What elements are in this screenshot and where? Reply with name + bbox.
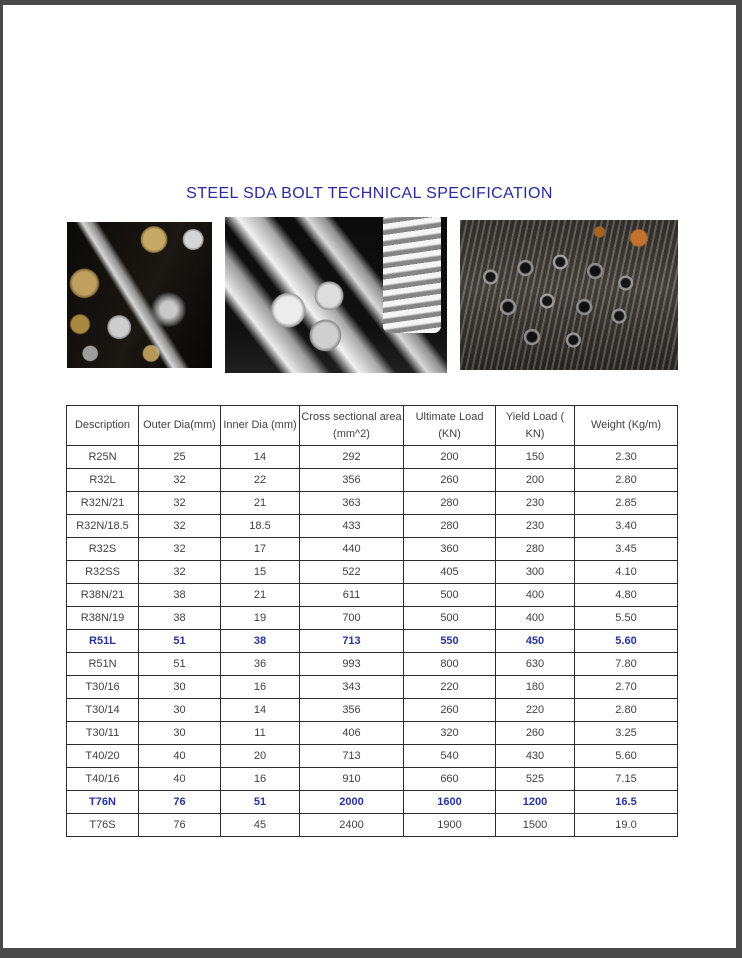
table-cell: 2000	[300, 791, 404, 814]
table-cell: 51	[139, 653, 221, 676]
table-cell: 2400	[300, 814, 404, 837]
table-cell: 30	[139, 676, 221, 699]
table-cell: 15	[221, 561, 300, 584]
table-cell: 2.30	[575, 446, 678, 469]
table-cell: 38	[221, 630, 300, 653]
table-cell: 220	[404, 676, 496, 699]
table-cell: 405	[404, 561, 496, 584]
table-cell: 611	[300, 584, 404, 607]
table-cell: 200	[404, 446, 496, 469]
table-cell: 910	[300, 768, 404, 791]
table-cell: 76	[139, 814, 221, 837]
table-cell: 4.80	[575, 584, 678, 607]
table-row	[67, 538, 678, 561]
table-cell: 3.45	[575, 538, 678, 561]
table-cell: 180	[496, 676, 575, 699]
table-cell: 40	[139, 768, 221, 791]
table-cell: 1900	[404, 814, 496, 837]
table-cell: R25N	[67, 446, 139, 469]
table-cell: 7.15	[575, 768, 678, 791]
table-cell: 51	[221, 791, 300, 814]
table-cell: 660	[404, 768, 496, 791]
table-cell: 993	[300, 653, 404, 676]
column-header-sublabel: (mm^2)	[333, 427, 370, 440]
table-cell: 150	[496, 446, 575, 469]
table-cell: 280	[496, 538, 575, 561]
table-cell: 540	[404, 745, 496, 768]
table-cell: 40	[139, 745, 221, 768]
column-header-label: Description	[74, 419, 131, 432]
header-row	[67, 406, 678, 446]
table-cell: 45	[221, 814, 300, 837]
table-cell: 38	[139, 607, 221, 630]
table-cell: 36	[221, 653, 300, 676]
table-cell: 400	[496, 607, 575, 630]
table-cell: 406	[300, 722, 404, 745]
table-cell: R32SS	[67, 561, 139, 584]
column-header	[300, 406, 404, 446]
table-row	[67, 653, 678, 676]
table-cell: T40/20	[67, 745, 139, 768]
table-cell: 356	[300, 699, 404, 722]
table-row	[67, 584, 678, 607]
table-cell: 32	[139, 515, 221, 538]
spec-table-body	[67, 446, 678, 837]
table-cell: 280	[404, 492, 496, 515]
table-cell: 5.60	[575, 630, 678, 653]
table-cell: 5.50	[575, 607, 678, 630]
table-cell: 713	[300, 745, 404, 768]
table-row	[67, 791, 678, 814]
table-cell: 440	[300, 538, 404, 561]
table-cell: 343	[300, 676, 404, 699]
table-cell: R38N/19	[67, 607, 139, 630]
table-cell: 30	[139, 722, 221, 745]
column-header	[404, 406, 496, 446]
table-cell: 51	[139, 630, 221, 653]
table-cell: 3.40	[575, 515, 678, 538]
table-cell: 292	[300, 446, 404, 469]
table-cell: 76	[139, 791, 221, 814]
page-title: STEEL SDA BOLT TECHNICAL SPECIFICATION	[186, 185, 553, 202]
table-cell: R32S	[67, 538, 139, 561]
table-row	[67, 492, 678, 515]
table-cell: 430	[496, 745, 575, 768]
table-row	[67, 561, 678, 584]
table-cell: 22	[221, 469, 300, 492]
table-row	[67, 607, 678, 630]
table-row	[67, 745, 678, 768]
table-cell: 230	[496, 492, 575, 515]
table-cell: 38	[139, 584, 221, 607]
table-cell: 16	[221, 676, 300, 699]
table-cell: 32	[139, 492, 221, 515]
table-cell: 360	[404, 538, 496, 561]
table-cell: 800	[404, 653, 496, 676]
table-cell: 16.5	[575, 791, 678, 814]
table-cell: 220	[496, 699, 575, 722]
table-cell: 200	[496, 469, 575, 492]
table-row	[67, 515, 678, 538]
table-cell: 14	[221, 446, 300, 469]
table-row	[67, 768, 678, 791]
table-cell: 21	[221, 492, 300, 515]
table-cell: 700	[300, 607, 404, 630]
table-row	[67, 446, 678, 469]
table-cell: T76N	[67, 791, 139, 814]
column-header	[496, 406, 575, 446]
table-cell: 713	[300, 630, 404, 653]
anchor-pipes-photo	[460, 220, 678, 370]
table-cell: 260	[496, 722, 575, 745]
table-cell: 32	[139, 561, 221, 584]
table-cell: 2.70	[575, 676, 678, 699]
table-cell: 21	[221, 584, 300, 607]
table-cell: 260	[404, 699, 496, 722]
column-header-label: Cross sectional area	[301, 411, 402, 423]
spec-table	[66, 405, 678, 837]
table-cell: 25	[139, 446, 221, 469]
threaded-bars-photo	[225, 217, 447, 373]
table-row	[67, 469, 678, 492]
table-cell: 32	[139, 469, 221, 492]
table-cell: 5.60	[575, 745, 678, 768]
table-cell: R38N/21	[67, 584, 139, 607]
table-cell: 18.5	[221, 515, 300, 538]
table-cell: 7.80	[575, 653, 678, 676]
column-header-label: Ultimate Load (KN)	[415, 411, 484, 440]
column-header	[139, 406, 221, 446]
table-cell: 525	[496, 768, 575, 791]
table-cell: R32L	[67, 469, 139, 492]
column-header-label: Weight (Kg/m)	[590, 419, 662, 432]
document-page	[3, 5, 736, 948]
table-cell: 230	[496, 515, 575, 538]
table-cell: R32N/21	[67, 492, 139, 515]
table-cell: 17	[221, 538, 300, 561]
product-photos-row	[67, 215, 678, 375]
table-row	[67, 722, 678, 745]
spec-table-header	[67, 406, 678, 446]
table-cell: 356	[300, 469, 404, 492]
table-row	[67, 630, 678, 653]
table-cell: T30/16	[67, 676, 139, 699]
table-cell: R51L	[67, 630, 139, 653]
table-cell: 450	[496, 630, 575, 653]
table-cell: 19.0	[575, 814, 678, 837]
column-header-label: Yield Load ( KN)	[505, 411, 565, 440]
table-cell: 1200	[496, 791, 575, 814]
table-cell: 2.80	[575, 469, 678, 492]
table-cell: 260	[404, 469, 496, 492]
table-cell: 300	[496, 561, 575, 584]
table-cell: 19	[221, 607, 300, 630]
table-cell: 30	[139, 699, 221, 722]
table-cell: 2.85	[575, 492, 678, 515]
table-row	[67, 699, 678, 722]
table-cell: 630	[496, 653, 575, 676]
table-cell: 433	[300, 515, 404, 538]
table-cell: 14	[221, 699, 300, 722]
column-header	[67, 406, 139, 446]
table-cell: R32N/18.5	[67, 515, 139, 538]
table-cell: T30/14	[67, 699, 139, 722]
column-header	[221, 406, 300, 446]
table-cell: 16	[221, 768, 300, 791]
table-cell: 32	[139, 538, 221, 561]
table-cell: T40/16	[67, 768, 139, 791]
table-cell: 11	[221, 722, 300, 745]
table-cell: T76S	[67, 814, 139, 837]
table-cell: 320	[404, 722, 496, 745]
table-cell: 280	[404, 515, 496, 538]
drill-bits-photo	[67, 222, 212, 368]
table-cell: 2.80	[575, 699, 678, 722]
table-cell: 550	[404, 630, 496, 653]
table-cell: T30/11	[67, 722, 139, 745]
table-cell: R51N	[67, 653, 139, 676]
table-cell: 500	[404, 584, 496, 607]
table-cell: 20	[221, 745, 300, 768]
table-cell: 1500	[496, 814, 575, 837]
table-cell: 522	[300, 561, 404, 584]
column-header	[575, 406, 678, 446]
column-header-label: Inner Dia (mm)	[223, 419, 297, 432]
table-cell: 363	[300, 492, 404, 515]
table-cell: 1600	[404, 791, 496, 814]
table-cell: 400	[496, 584, 575, 607]
table-row	[67, 814, 678, 837]
table-cell: 4.10	[575, 561, 678, 584]
table-cell: 3.25	[575, 722, 678, 745]
table-cell: 500	[404, 607, 496, 630]
table-row	[67, 676, 678, 699]
column-header-label: Outer Dia(mm)	[143, 419, 216, 432]
